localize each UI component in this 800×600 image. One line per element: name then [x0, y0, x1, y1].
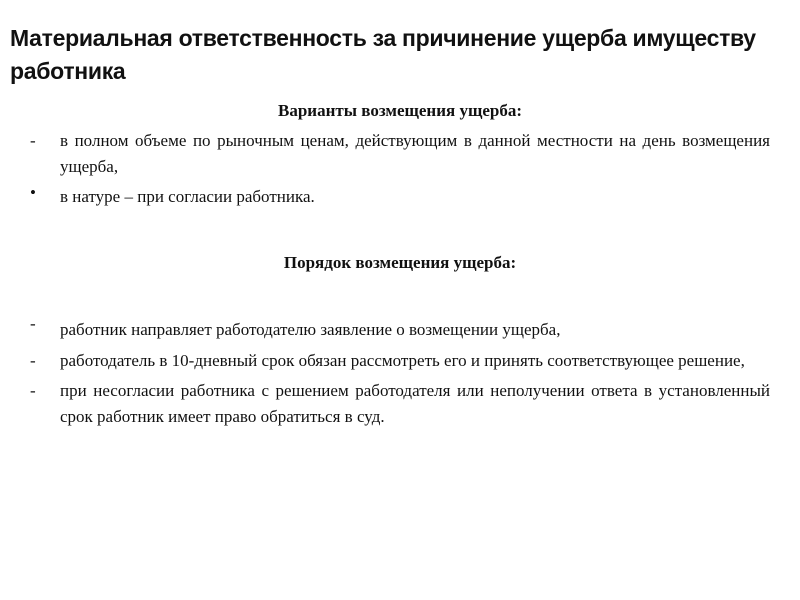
- dash-marker: -: [30, 381, 36, 400]
- list-item-text: работодатель в 10-дневный срок обязан рассмотреть его и принять соответствующее решение,: [60, 351, 745, 370]
- section-heading-options: Варианты возмещения ущерба:: [278, 101, 522, 120]
- list-item-text: в натуре – при согласии работника.: [60, 187, 315, 206]
- list-item-text: в полном объеме по рыночным ценам, действующим в данной местности на день возмещения ущерба,: [60, 131, 770, 176]
- list-item-review: [30, 348, 770, 374]
- list-item-court: [30, 378, 770, 430]
- section-heading-procedure: Порядок возмещения ущерба:: [283, 253, 517, 272]
- list-item-full-value: [30, 128, 770, 180]
- list-item-application: [30, 314, 770, 343]
- dash-marker: -: [30, 314, 36, 333]
- list-item-text: работник направляет работодателю заявление о возмещении ущерба,: [60, 320, 561, 339]
- bullet-marker: •: [30, 183, 36, 202]
- dash-marker: -: [30, 351, 36, 370]
- list-item-text: при несогласии работника с решением работодателя или неполучении ответа в установленный срок работник имеет право обратиться в суд.: [60, 381, 770, 426]
- slide-body: [30, 99, 770, 430]
- dash-marker: -: [30, 131, 36, 150]
- list-item-in-kind: [30, 184, 770, 210]
- slide-title: Материальная ответственность за причинение ущерба имуществу работника: [10, 25, 756, 84]
